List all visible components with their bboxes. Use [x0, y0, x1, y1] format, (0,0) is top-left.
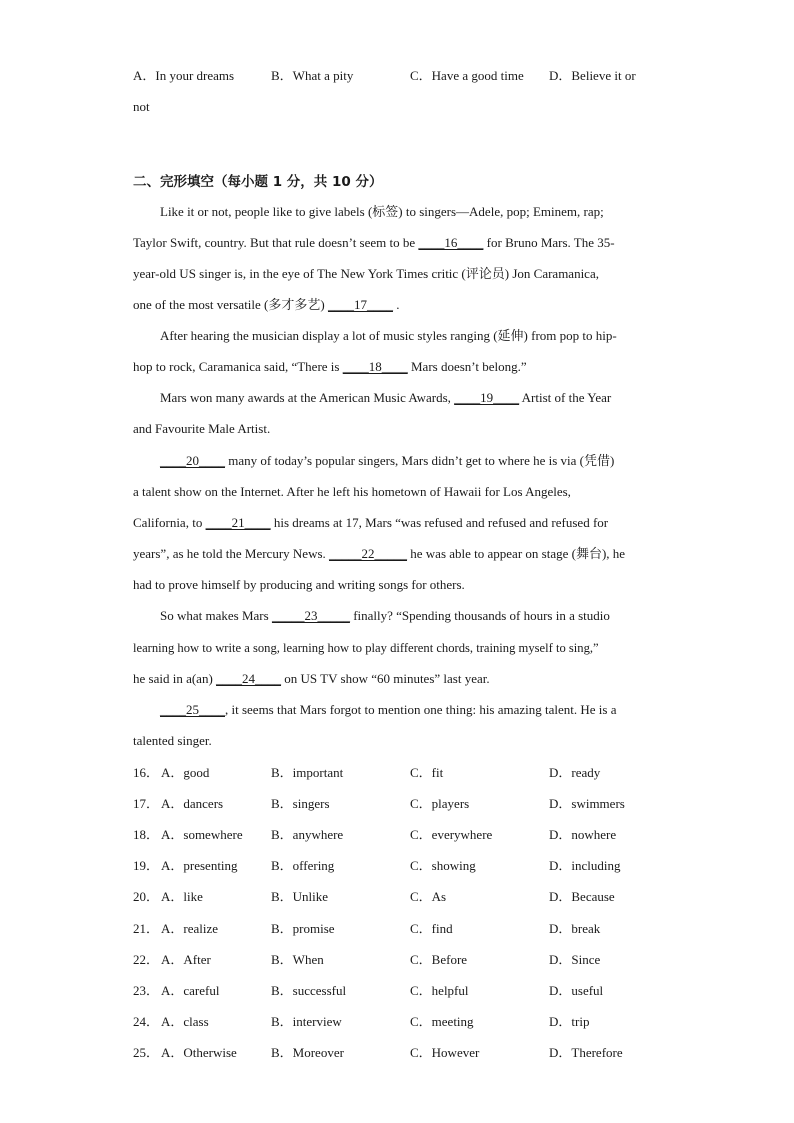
- question-number: 16．: [133, 765, 160, 780]
- blank-25: ____25____: [160, 702, 225, 717]
- passage-text: years”, as he told the Mercury News.: [133, 546, 330, 561]
- passage-line: had to prove himself by producing and writing songs for others.: [133, 577, 465, 592]
- option-a: A．like: [161, 889, 203, 904]
- option-a: A．class: [161, 1014, 209, 1029]
- option-b: B．Moreover: [271, 1045, 344, 1060]
- option-d: D．trip: [549, 1014, 590, 1029]
- blank-16: ____16____: [418, 235, 484, 250]
- passage-line: [133, 295, 399, 315]
- option-b: B．offering: [271, 858, 335, 873]
- prev-question-options: [133, 66, 653, 86]
- option-b: B．singers: [271, 796, 330, 811]
- option-a: A．good: [161, 765, 210, 780]
- passage-line: learning how to write a song, learning how to play different chords, training myself to sing,”: [133, 641, 599, 655]
- option-c: C．fit: [410, 765, 444, 780]
- passage-text: for Bruno Mars. The 35-: [483, 235, 615, 250]
- option-b: B．important: [271, 765, 344, 780]
- option-c: C．find: [410, 921, 453, 936]
- blank-20: ____20____: [160, 453, 225, 468]
- passage-line: After hearing the musician display a lot of music styles ranging (延伸) from pop to hip-: [160, 328, 617, 343]
- option-d: D．break: [549, 921, 601, 936]
- blank-21: ____21____: [205, 515, 271, 530]
- option-b: B．successful: [271, 983, 347, 998]
- option-b: B．Unlike: [271, 889, 329, 904]
- prev-option-d: D．Believe it or: [549, 68, 636, 83]
- question-number: 22．: [133, 952, 160, 967]
- passage-text: Taylor Swift, country. But that rule doesn’t seem to be: [133, 235, 419, 250]
- passage-text: many of today’s popular singers, Mars didn’t get to where he is via (凭借): [225, 453, 615, 468]
- option-d: D．nowhere: [549, 827, 617, 842]
- section-title: 二、完形填空（每小题 1 分，共 10 分）: [133, 174, 383, 190]
- passage-line: a talent show on the Internet. After he left his hometown of Hawaii for Los Angeles,: [133, 484, 571, 499]
- question-number: 20．: [133, 889, 160, 904]
- blank-19: ____19____: [454, 390, 520, 405]
- passage-text: Artist of the Year: [519, 390, 612, 405]
- passage-text: So what makes Mars: [160, 608, 272, 623]
- passage-text: he was able to appear on stage (舞台), he: [407, 546, 626, 561]
- option-c: C．Before: [410, 952, 468, 967]
- passage-line: [133, 669, 490, 689]
- option-d: D．including: [549, 858, 621, 873]
- option-b: B．anywhere: [271, 827, 344, 842]
- blank-23: _____23_____: [271, 608, 350, 623]
- option-a: A．presenting: [161, 858, 238, 873]
- passage-text: hop to rock, Caramanica said, “There is: [133, 359, 343, 374]
- question-number: 24．: [133, 1014, 160, 1029]
- question-number: 21．: [133, 921, 160, 936]
- option-c: C．However: [410, 1045, 480, 1060]
- option-a: A．careful: [161, 983, 220, 998]
- option-d: D．ready: [549, 765, 601, 780]
- question-number: 18．: [133, 827, 160, 842]
- passage-line: year-old US singer is, in the eye of The New York Times critic (评论员) Jon Caramanica,: [133, 266, 599, 281]
- option-d: D．Because: [549, 889, 615, 904]
- option-c: C．showing: [410, 858, 476, 873]
- blank-24: ____24____: [216, 671, 282, 686]
- question-number: 25．: [133, 1045, 160, 1060]
- passage-text: on US TV show “60 minutes” last year.: [281, 671, 490, 686]
- option-b: B．promise: [271, 921, 335, 936]
- option-d: D．Therefore: [549, 1045, 623, 1060]
- passage-text: one of the most versatile (多才多艺): [133, 297, 328, 312]
- passage-text: finally? “Spending thousands of hours in a studio: [349, 608, 610, 623]
- prev-option-a: A．In your dreams: [133, 68, 235, 83]
- option-a: A．Otherwise: [161, 1045, 237, 1060]
- blank-17: ____17____: [327, 297, 393, 312]
- passage-text: California, to: [133, 515, 206, 530]
- option-c: C．players: [410, 796, 470, 811]
- passage-text: his dreams at 17, Mars “was refused and refused and refused for: [270, 515, 609, 530]
- option-a: A．After: [161, 952, 211, 967]
- option-b: B．When: [271, 952, 324, 967]
- passage-line: [160, 606, 610, 626]
- blank-22: _____22_____: [329, 546, 408, 561]
- passage-line: and Favourite Male Artist.: [133, 421, 271, 436]
- passage-line: [160, 700, 617, 720]
- question-number: 17．: [133, 796, 160, 811]
- passage-line: [160, 388, 611, 408]
- passage-line: [133, 233, 615, 253]
- option-b: B．interview: [271, 1014, 342, 1029]
- passage-text: , it seems that Mars forgot to mention one thing: his amazing talent. He is a: [225, 702, 617, 717]
- passage-line: [160, 451, 614, 471]
- option-d: D．Since: [549, 952, 601, 967]
- option-d: D．useful: [549, 983, 604, 998]
- question-number: 23．: [133, 983, 160, 998]
- passage-line: [133, 544, 625, 564]
- passage-line: talented singer.: [133, 733, 212, 748]
- prev-option-b: B．What a pity: [271, 68, 354, 83]
- prev-option-c: C．Have a good time: [410, 68, 524, 83]
- option-c: C．everywhere: [410, 827, 493, 842]
- prev-option-wrap: not: [133, 99, 150, 114]
- option-d: D．swimmers: [549, 796, 625, 811]
- passage-text: .: [392, 297, 400, 312]
- option-c: C．meeting: [410, 1014, 474, 1029]
- passage-text: he said in a(an): [133, 671, 217, 686]
- option-a: A．realize: [161, 921, 219, 936]
- passage-text: Mars doesn’t belong.”: [407, 359, 527, 374]
- option-c: C．As: [410, 889, 447, 904]
- passage-line: [133, 357, 527, 377]
- passage-line: Like it or not, people like to give labels (标签) to singers—Adele, pop; Eminem, rap;: [160, 204, 604, 219]
- blank-18: ____18____: [342, 359, 408, 374]
- option-c: C．helpful: [410, 983, 469, 998]
- question-number: 19．: [133, 858, 160, 873]
- passage-text: Mars won many awards at the American Music Awards,: [160, 390, 455, 405]
- option-a: A．dancers: [161, 796, 224, 811]
- option-a: A．somewhere: [161, 827, 243, 842]
- passage-line: [133, 513, 608, 533]
